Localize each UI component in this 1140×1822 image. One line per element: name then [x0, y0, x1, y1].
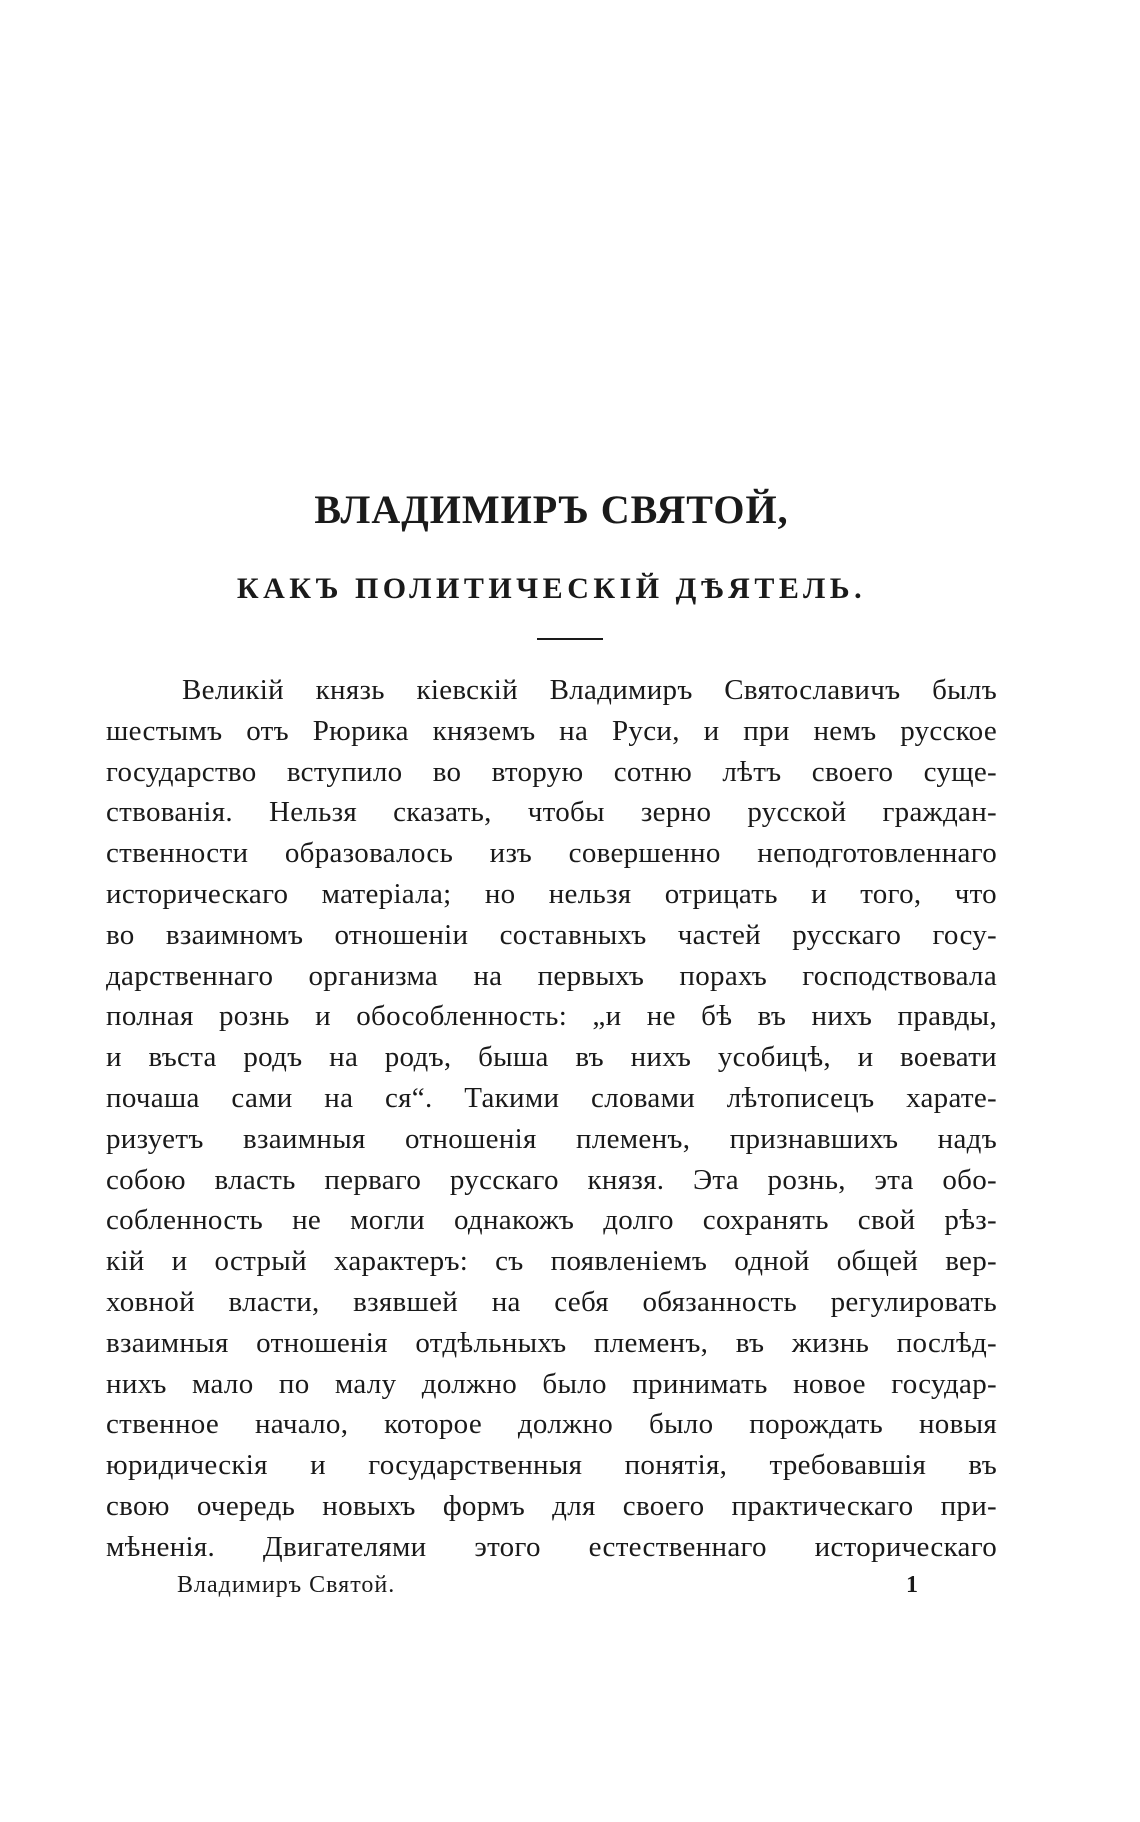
body-line: во взаимномъ отношеніи составныхъ частей русскаго госу- — [106, 918, 997, 951]
running-footer-title: Владимиръ Святой. — [177, 1572, 396, 1598]
body-line: ризуетъ взаимныя отношенія племенъ, признавшихъ надъ — [106, 1122, 997, 1155]
chapter-subtitle: КАКЪ ПОЛИТИЧЕСКІЙ ДѢЯТЕЛЬ. — [236, 572, 867, 605]
chapter-title: ВЛАДИМИРЪ СВЯТОЙ, — [314, 487, 789, 532]
body-line: юридическія и государственныя понятія, требовавшія въ — [106, 1449, 997, 1482]
body-line: и въста родъ на родъ, быша въ нихъ усобицѣ, и воевати — [106, 1041, 997, 1074]
title-separator-rule — [537, 638, 603, 640]
body-line: государство вступило во вторую сотню лѣтъ своего суще- — [106, 755, 997, 788]
body-paragraph — [106, 670, 997, 1568]
body-line: ственное начало, которое должно было порождать новыя — [106, 1408, 997, 1441]
body-line: мѣненія. Двигателями этого естественнаго историческаго — [106, 1530, 997, 1563]
body-line: кій и острый характеръ: съ появленіемъ одной общей вер- — [106, 1245, 997, 1278]
body-line: собою власть перваго русскаго князя. Эта рознь, эта обо- — [106, 1163, 997, 1196]
body-line: собленность не могли однакожъ долго сохранять свой рѣз- — [106, 1204, 997, 1237]
body-line: дарственнаго организма на первыхъ порахъ господствовала — [106, 959, 997, 992]
body-line: свою очередь новыхъ формъ для своего практическаго при- — [106, 1489, 997, 1522]
body-line: взаимныя отношенія отдѣльныхъ племенъ, въ жизнь послѣд- — [106, 1326, 997, 1359]
body-line: ствованія. Нельзя сказать, чтобы зерно русской граждан- — [106, 796, 997, 829]
body-line: шестымъ отъ Рюрика княземъ на Руси, и при немъ русское — [106, 714, 997, 747]
body-line: Великій князь кіевскій Владимиръ Святославичъ былъ — [182, 674, 997, 706]
body-line: полная рознь и обособленность: „и не бѣ въ нихъ правды, — [106, 1000, 997, 1033]
body-line: почаша сами на ся“. Такими словами лѣтописецъ харате- — [106, 1081, 997, 1114]
body-line: ховной власти, взявшей на себя обязанность регулировать — [106, 1285, 997, 1318]
body-line: ственности образовалось изъ совершенно неподготовленнаго — [106, 837, 997, 870]
signature-mark: 1 — [906, 1572, 918, 1598]
body-line: историческаго матеріала; но нельзя отрицать и того, что — [106, 877, 997, 910]
body-line: нихъ мало по малу должно было принимать новое государ- — [106, 1367, 997, 1400]
